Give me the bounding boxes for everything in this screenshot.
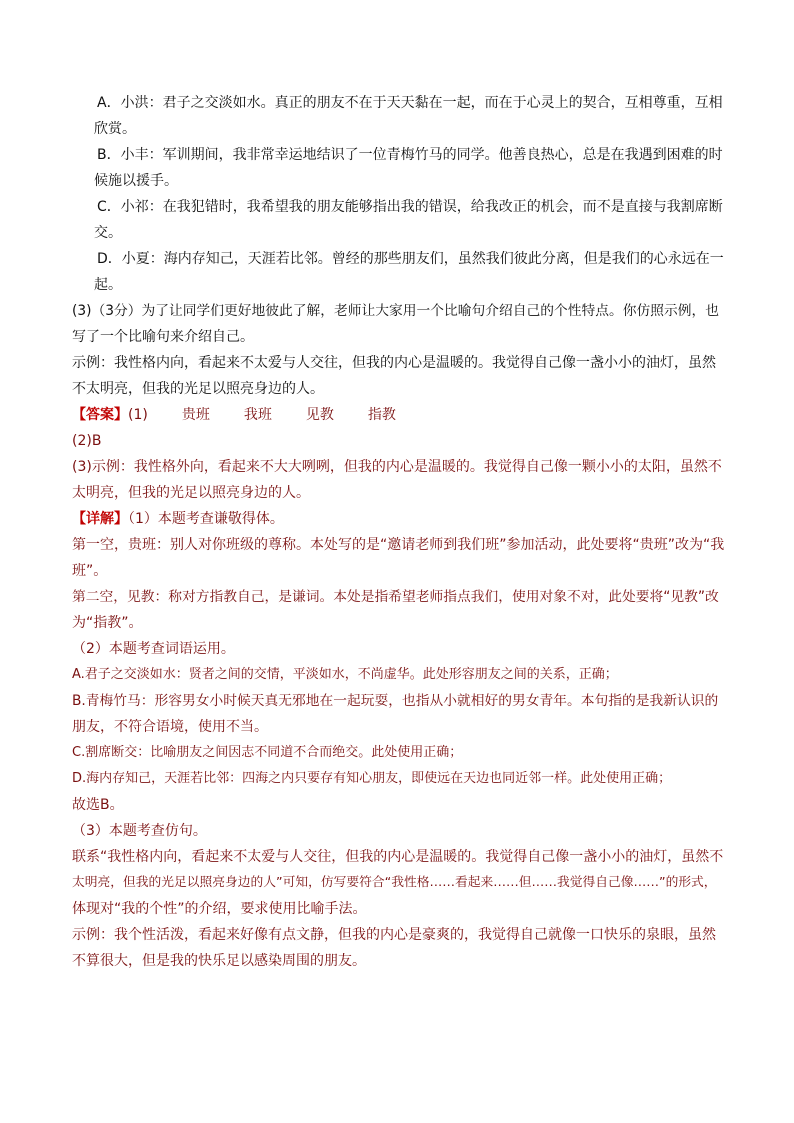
explanation-blank1-cont: 班”。 — [72, 563, 108, 579]
question-3-example-line2: 不太明亮，但我的光足以照亮身边的人。 — [72, 381, 324, 397]
answer-1-word-2: 我班 — [243, 407, 272, 423]
explanation-part3-line3: 体现对“我的个性”的介绍，要求使用比喻手法。 — [72, 901, 367, 917]
answer-label: 【答案】 — [72, 407, 128, 423]
document-content — [72, 93, 724, 977]
explanation-part2-a: A.君子之交淡如水：贤者之间的交情，平淡如水，不尚虚华。此处形容朋友之间的关系，正确； — [72, 667, 618, 682]
option-c-line2: 交。 — [94, 225, 122, 241]
answer-3-line2: 太明亮，但我的光足以照亮身边的人。 — [72, 485, 310, 501]
option-b-line1: B．小丰：军训期间，我非常幸运地结识了一位青梅竹马的同学。他善良热心，总是在我遇到困难的时 — [97, 147, 723, 163]
option-c-line1: C．小祁：在我犯错时，我希望我的朋友能够指出我的错误，给我改正的机会，而不是直接与我割席断 — [97, 199, 723, 215]
explanation-part2-b-line2: 朋友，不符合语境，使用不当。 — [72, 719, 268, 735]
question-3-line1: (3)（3分）为了让同学们更好地彼此了解，老师让大家用一个比喻句介绍自己的个性特点。你仿照示例，也 — [72, 303, 719, 319]
explanation-part3-line1: 联系“我性格内向，看起来不太爱与人交往，但我的内心是温暖的。我觉得自己像一盏小小的油灯，虽然不 — [72, 849, 724, 865]
question-3-example-line1: 示例：我性格内向，看起来不太爱与人交往，但我的内心是温暖的。我觉得自己像一盏小小的油灯，虽然 — [72, 355, 716, 371]
answer-1-word-3: 见教 — [305, 407, 334, 423]
answer-1-word-4: 指教 — [367, 407, 396, 423]
answer-1-word-1: 贵班 — [181, 407, 210, 423]
explanation-part2-d: D.海内存知己，天涯若比邻：四海之内只要存有知心朋友，即使远在天边也同近邻一样。此处使用正确； — [72, 771, 672, 786]
answer-2: (2)B — [72, 433, 102, 449]
explanation-part3-line2: 太明亮，但我的光足以照亮身边的人”可知，仿写要符合“我性格……看起来……但……我觉得自己像……”的形式， — [72, 875, 717, 890]
option-d-line1: D．小夏：海内存知己，天涯若比邻。曾经的那些朋友们，虽然我们彼此分离，但是我们的心永远在一 — [97, 251, 724, 267]
option-b-line2: 候施以援手。 — [94, 173, 178, 189]
explanation-line-1 — [72, 509, 724, 529]
explanation-intro: （1）本题考查谦敬得体。 — [128, 511, 284, 527]
explanation-part3-example-line2: 不算很大，但是我的快乐足以感染周围的朋友。 — [72, 953, 366, 969]
explanation-part2-choice: 故选B。 — [72, 797, 124, 813]
answer-1-number: (1) — [128, 407, 148, 423]
explanation-part2-b-line1: B.青梅竹马：形容男女小时候天真无邪地在一起玩耍，也指从小就相好的男女青年。本句指的是我新认识的 — [72, 693, 719, 709]
explanation-label: 【详解】 — [72, 511, 128, 527]
answer-3-line1: (3)示例：我性格外向，看起来不大大咧咧，但我的内心是温暖的。我觉得自己像一颗小小的太阳，虽然不 — [72, 459, 722, 475]
explanation-part3-example-line1: 示例：我个性活泼，看起来好像有点文静，但我的内心是豪爽的，我觉得自己就像一口快乐的泉眼，虽然 — [72, 927, 716, 943]
explanation-blank1: 第一空，贵班：别人对你班级的尊称。本处写的是“邀请老师到我们班”参加活动，此处要将“贵班”改为“我 — [72, 537, 725, 553]
option-d-line2: 起。 — [94, 277, 122, 293]
explanation-blank2-cont: 为“指教”。 — [72, 615, 143, 631]
explanation-part2-c: C.割席断交：比喻朋友之间因志不同道不合而绝交。此处使用正确； — [72, 745, 463, 760]
answer-line-1 — [72, 405, 724, 425]
explanation-part3-title: （3）本题考查仿句。 — [72, 823, 207, 839]
explanation-part2-title: （2）本题考查词语运用。 — [72, 641, 235, 657]
option-a-line2: 欣赏。 — [94, 121, 136, 137]
question-3-line2: 写了一个比喻句来介绍自己。 — [72, 329, 254, 345]
option-a-line1: A．小洪：君子之交淡如水。真正的朋友不在于天天黏在一起，而在于心灵上的契合，互相尊重，互相 — [97, 95, 723, 111]
explanation-blank2: 第二空，见教：称对方指教自己，是谦词。本处是指希望老师指点我们，使用对象不对，此处要将“见教”改 — [72, 589, 719, 605]
